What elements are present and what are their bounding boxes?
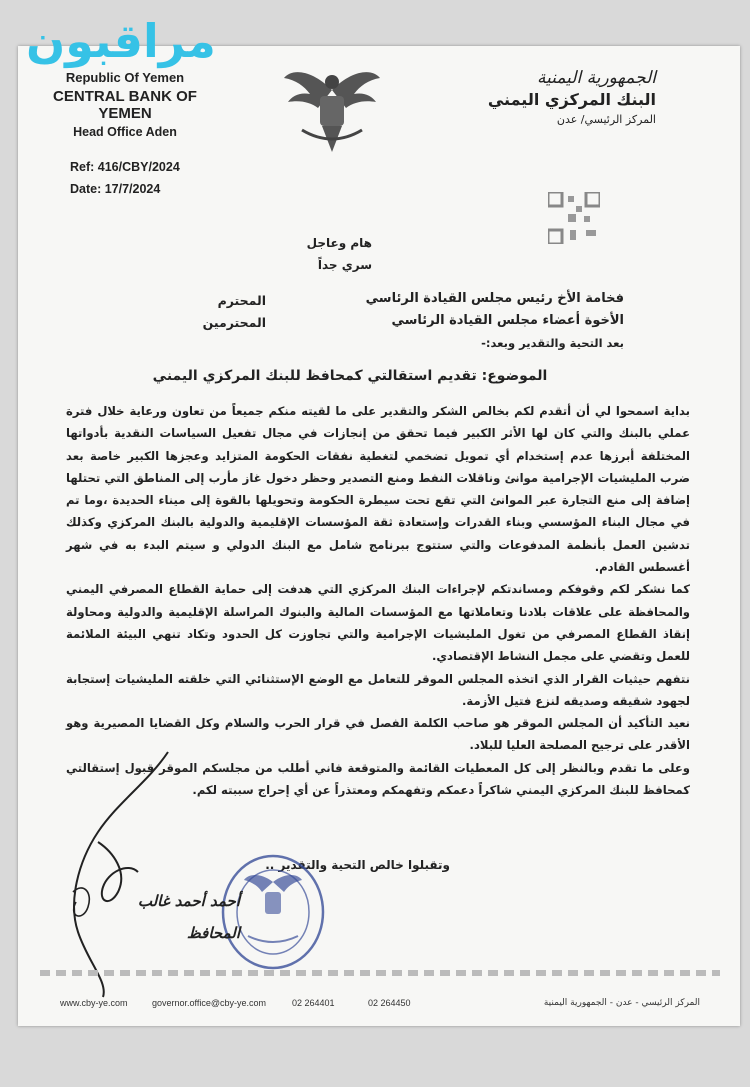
closing: وتقبلوا خالص التحية والتقدير .. xyxy=(265,858,450,872)
letter-date: Date: 17/7/2024 xyxy=(70,182,161,196)
country-ar: الجمهورية اليمنية xyxy=(536,68,656,88)
paragraph-4: نعيد التأكيد أن المجلس الموقر هو صاحب الكلمة الفصل في قرار الحرب والسلام وكل القضايا المصيرية وهو الأقدر على ترجيح المصلحة العليا للبلاد. xyxy=(66,716,690,753)
qr-code-icon xyxy=(548,192,600,244)
reference-block xyxy=(70,156,180,200)
honorific-2: المحترمين xyxy=(202,315,266,330)
footer-address: المركز الرئيسي - عدن - الجمهورية اليمنية xyxy=(543,998,700,1008)
paragraph-1: بداية اسمحوا لي أن أتقدم لكم بخالص الشكر والتقدير على ما لقيته منكم جميعاً من تعاون ورعاية خلال فترة عملي بالبنك والتي كان لها الأثر الكبير فيما تحقق من إنجازات في مجال تفعيل السياسات النقدية بأدواتها المختلفة أبرزها عدم إستخدام أي تمويل تضخمي لتغطية نفقات الحكومة المتزايد وعجزها الكبير خاصة بعد ضرب المليشيات الإجرامية موانئ وناقلات النفط ومنع التصدير وحظر دخول غاز مأرب إلى المناطق التي تحتلها إضافة إلى منع التجارة عبر الموانئ التي تقع تحت سيطرة الحكومة وتحويلها بالقوة إلى ميناء الحديدة ،وما تم في مجال البناء المؤسسي وبناء القدرات وإستعادة ثقة المؤسسات الإقليمية والدولية بالبنك المركزي وكذلك تدشين العمل بأنظمة المدفوعات والتي ستتوج ببرنامج شامل مع البنك الدولي و سيتم البدء به في شهر أغسطس القادم. xyxy=(66,404,690,575)
reference-number: Ref: 416/CBY/2024 xyxy=(70,160,180,174)
addressee-line1: فخامة الأخ رئيس مجلس القيادة الرئاسي xyxy=(365,291,624,306)
footer xyxy=(60,998,700,1014)
official-stamp-icon xyxy=(218,852,328,972)
signatory-name: أحمد أحمد غالب xyxy=(137,892,240,910)
handwritten-signature-icon xyxy=(58,742,188,1002)
header-english xyxy=(30,70,220,139)
paragraph-2: كما نشكر لكم وقوفكم ومساندتكم لإجراءات البنك المركزي التي هدفت إلى حماية القطاع المصرفي اليمني والمحافظة على علاقات بلادنا وتعاملاتها مع المؤسسات المالية والبنوك المراسلة الإقليمية والدولية ومحاولة إنقاذ القطاع المصرفي من تغول المليشيات الإجرامية والتي تجاوزت كل الحدود وتكاد تنهي البيئة الملائمة للعمل وتقضي على مجمل النشاط الإقتصادي. xyxy=(66,582,690,664)
header-arabic xyxy=(456,68,656,126)
secret-label: سري جداً xyxy=(317,258,372,272)
watermark-logo: مراقبون xyxy=(26,14,216,68)
footer-divider xyxy=(40,968,720,978)
addressee-line2: الأخوة أعضاء مجلس القيادة الرئاسي xyxy=(391,313,624,328)
classification xyxy=(300,232,372,276)
paragraph-3: نتفهم حيثيات القرار الذي اتخذه المجلس الموقر للتعامل مع الوضع الإستثنائي التي خلقته المليشيات إستجابة لجهود شقيقه وصديقه لنزع فتيل الأزمة. xyxy=(66,671,690,708)
subject-line: الموضوع: تقديم استقالتي كمحافظ للبنك المركزي اليمني xyxy=(152,368,548,384)
footer-phone-2: 02 264450 xyxy=(368,998,411,1008)
addressee xyxy=(204,288,624,354)
footer-website[interactable]: www.cby-ye.com xyxy=(60,998,128,1008)
signatory-title: المحافظ xyxy=(186,924,240,942)
country-en: Republic Of Yemen xyxy=(65,70,185,85)
yemen-emblem-icon xyxy=(282,60,382,160)
office-en: Head Office Aden xyxy=(73,125,177,139)
bank-name-ar: البنك المركزي اليمني xyxy=(487,90,656,109)
honorific-1: المحترم xyxy=(217,293,266,308)
bank-name-en: CENTRAL BANK OF YEMEN xyxy=(53,88,197,122)
office-ar: المركز الرئيسي/ عدن xyxy=(556,113,656,126)
greeting: بعد التحية والتقدير وبعد:- xyxy=(481,336,624,350)
urgent-label: هام وعاجل xyxy=(306,236,372,250)
footer-phone-1: 02 264401 xyxy=(292,998,335,1008)
footer-email[interactable]: governor.office@cby-ye.com xyxy=(152,998,267,1008)
paragraph-5: وعلى ما تقدم وبالنظر إلى كل المعطيات القائمة والمتوقعة فاني أطلب من مجلسكم الموقر قبول إستقالتي كمحافظ للبنك المركزي اليمني شاكراً دعمكم وتفهمكم ومعتذراً عن أي إحراج سببته لكم. xyxy=(66,760,690,798)
honorifics xyxy=(186,290,266,334)
